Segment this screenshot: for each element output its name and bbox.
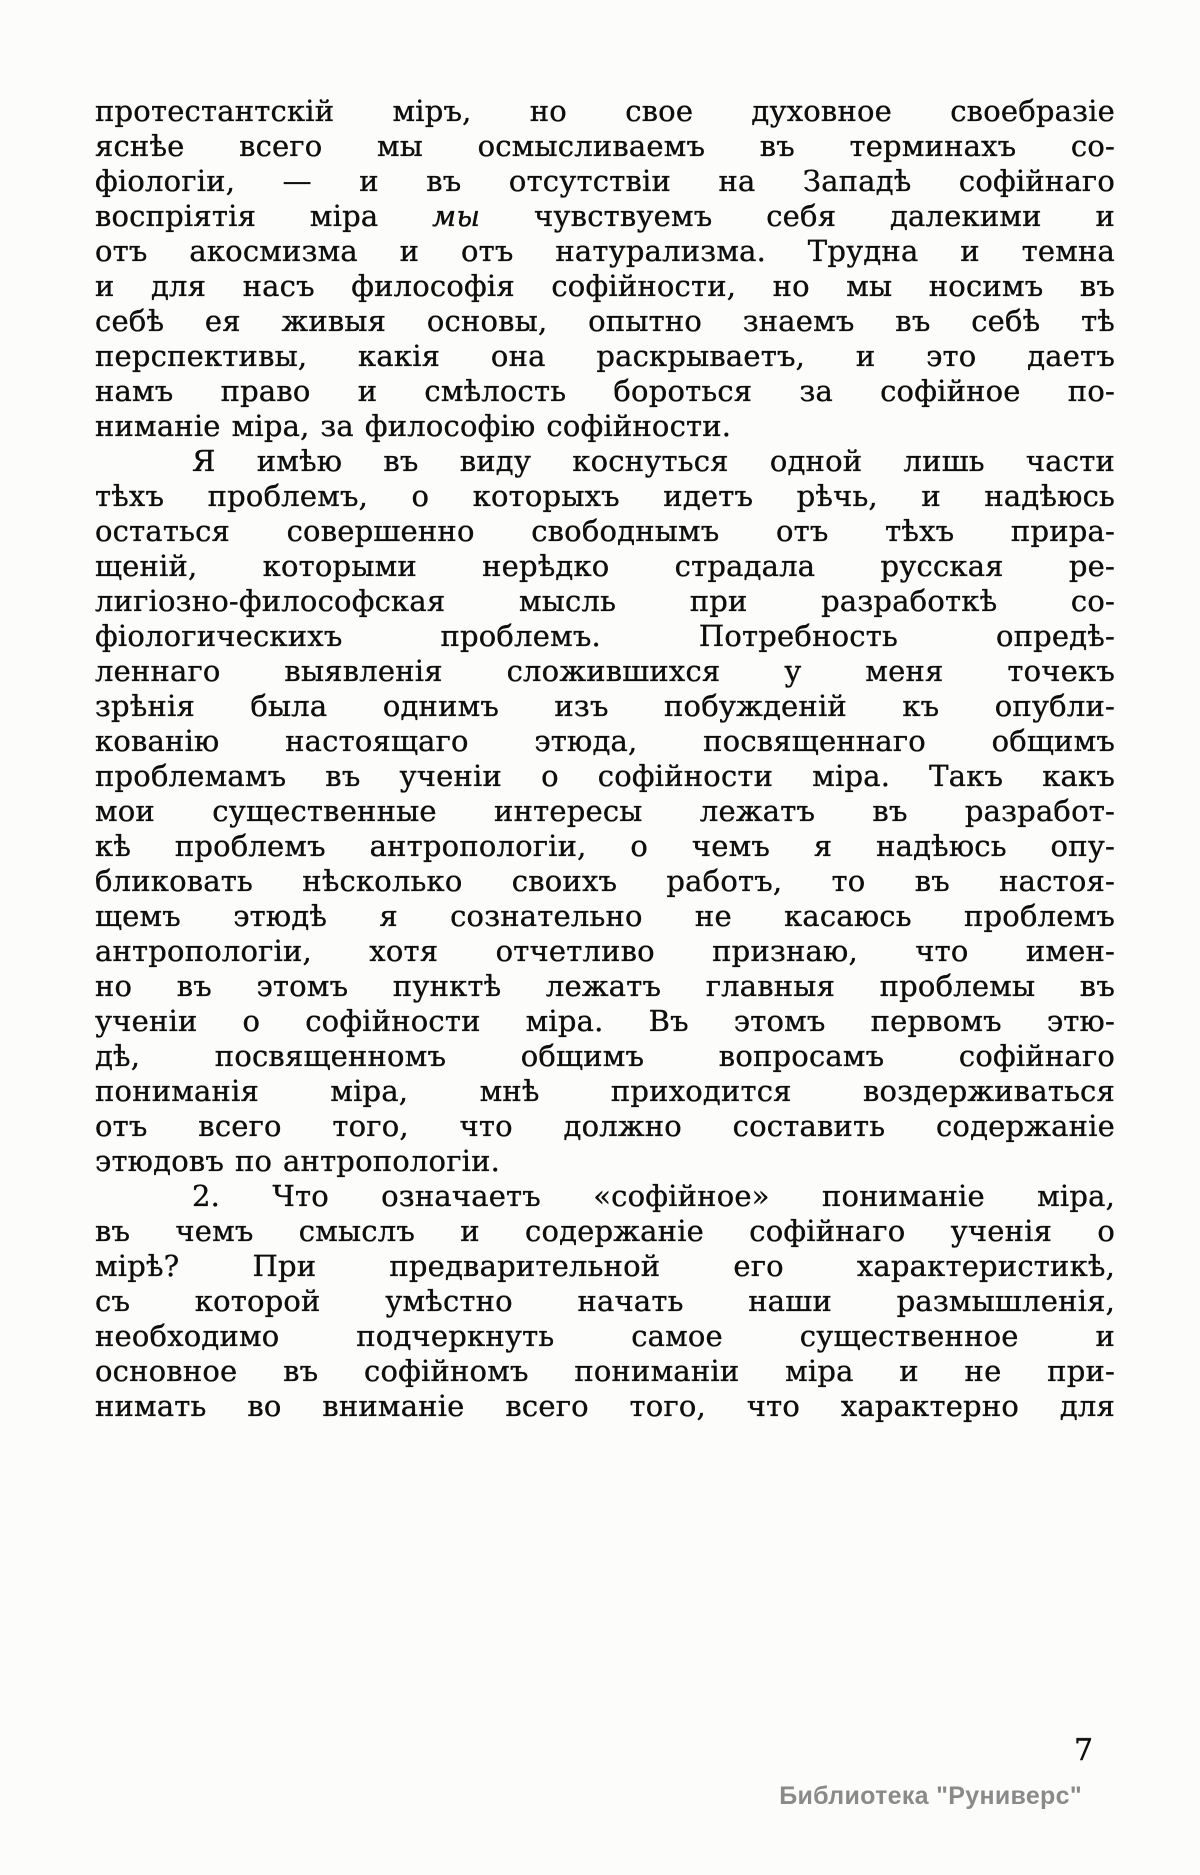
text-line: ученіи о софійности міра. Въ этомъ первомъ этю- bbox=[95, 1004, 1115, 1038]
text-line: мірѣ? При предварительной его характеристикѣ, bbox=[95, 1249, 1115, 1283]
text-line: щеній, которыми нерѣдко страдала русская ре- bbox=[95, 549, 1115, 583]
text-line: дѣ, посвященномъ общимъ вопросамъ софійнаго bbox=[95, 1039, 1115, 1073]
text-line: лигіозно-философская мысль при разработкѣ со- bbox=[95, 584, 1115, 618]
text-line: себѣ ея живыя основы, опытно знаемъ въ себѣ тѣ bbox=[95, 304, 1115, 338]
text-line: необходимо подчеркнуть самое существенное и bbox=[95, 1319, 1115, 1353]
text-line: протестантскій міръ, но свое духовное своебразіе bbox=[95, 94, 1115, 128]
text-line: но въ этомъ пунктѣ лежатъ главныя проблемы въ bbox=[95, 969, 1115, 1003]
text-line: антропологіи, хотя отчетливо признаю, что имен- bbox=[95, 934, 1115, 968]
text-line: кованію настоящаго этюда, посвященнаго общимъ bbox=[95, 724, 1115, 758]
text-line: нимать во вниманіе всего того, что характерно для bbox=[95, 1389, 1115, 1423]
text-line: проблемамъ въ ученіи о софійности міра. Такъ какъ bbox=[95, 759, 1115, 793]
text-line: кѣ проблемъ антропологіи, о чемъ я надѣюсь опу- bbox=[95, 829, 1115, 863]
text-line: Я имѣю въ виду коснуться одной лишь части bbox=[192, 444, 1115, 478]
text-line: ниманіе міра, за философію софійности. bbox=[95, 409, 732, 443]
text-line: мои существенные интересы лежатъ въ разработ- bbox=[95, 794, 1115, 828]
text-line: фіологіи, — и въ отсутствіи на Западѣ софійнаго bbox=[95, 164, 1115, 198]
text-line: зрѣнія была однимъ изъ побужденій къ опубли- bbox=[95, 689, 1115, 723]
text-line: основное въ софійномъ пониманіи міра и не при- bbox=[95, 1354, 1115, 1388]
text-line: остаться совершенно свободнымъ отъ тѣхъ прира- bbox=[95, 514, 1115, 548]
text-line: фіологическихъ проблемъ. Потребность опредѣ- bbox=[95, 619, 1115, 653]
text-line: съ которой умѣстно начать наши размышленія, bbox=[95, 1284, 1115, 1318]
text-line: перспективы, какія она раскрываетъ, и это даетъ bbox=[95, 339, 1115, 373]
watermark: Библиотека "Руниверс" bbox=[779, 1782, 1082, 1810]
text-line: бликовать нѣсколько своихъ работъ, то въ настоя- bbox=[95, 864, 1115, 898]
text-line: щемъ этюдѣ я сознательно не касаюсь проблемъ bbox=[95, 899, 1115, 933]
text-line: этюдовъ по антропологіи. bbox=[95, 1144, 501, 1178]
text-line: въ чемъ смыслъ и содержаніе софійнаго ученія о bbox=[95, 1214, 1115, 1248]
text-block bbox=[95, 94, 1115, 1424]
text-line: пониманія міра, мнѣ приходится воздерживаться bbox=[95, 1074, 1115, 1108]
text-line: тѣхъ проблемъ, о которыхъ идетъ рѣчь, и надѣюсь bbox=[95, 479, 1115, 513]
text-line: отъ всего того, что должно составить содержаніе bbox=[95, 1109, 1115, 1143]
page-number: 7 bbox=[1074, 1733, 1094, 1768]
text-line: воспріятія міра мы чувствуемъ себя далекими и bbox=[95, 199, 1115, 233]
text-line: леннаго выявленія сложившихся у меня точекъ bbox=[95, 654, 1115, 688]
text-line: яснѣе всего мы осмысливаемъ въ терминахъ со- bbox=[95, 129, 1115, 163]
text-line: 2. Что означаетъ «софійное» пониманіе міра, bbox=[192, 1179, 1115, 1213]
text-line: намъ право и смѣлость бороться за софійное по- bbox=[95, 374, 1115, 408]
text-line: и для насъ философія софійности, но мы носимъ въ bbox=[95, 269, 1115, 303]
text-line: отъ акосмизма и отъ натурализма. Трудна и темна bbox=[95, 234, 1115, 268]
